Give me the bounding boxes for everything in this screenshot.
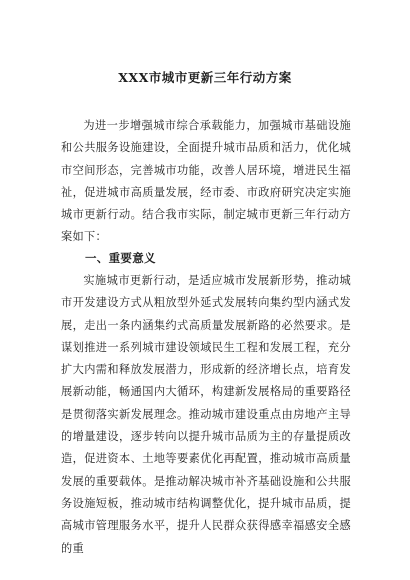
section-paragraph: 实施城市更新行动，是适应城市发展新形势，推动城市开发建设方式从粗放型外延式发展转向集约型内涵式发展，走出一条内涵集约式高质量发展新路的必然要求。是谋划推进一系列城市建设领域民生工程和发展工程，充分扩大内需和释放发展潜力，形成新的经济增长点，培育发展新动能，畅通国内大循环，构建新发展格局的重要路径是贯彻落实新发展理念。推动城市建设重点由房地产主导的增量建设，逐步转向以提升城市品质为主的存量提质改造，促进资本、土地等要素优化再配置，推动城市高质量发展的重要载体。是推动解决城市补齐基础设施和公共服务设施短板，推动城市结构调整优化，提升城市品质，提高城市管理服务水平，提升人民群众获得感幸福感安全感的重 xyxy=(61,274,351,555)
intro-paragraph: 为进一步增强城市综合承载能力，加强城市基础设施和公共服务设施建设，全面提升城市品质和活力，优化城市空间形态，完善城市功能，改善人居环境，增进民生福祉，促进城市高质量发展，经市委、市政府研究决定实施城市更新行动。结合我市实际，制定城市更新三年行动方案如下： xyxy=(61,119,351,244)
section-heading: 一、重要意义 xyxy=(85,251,156,265)
document-title: XXX市城市更新三年行动方案 xyxy=(118,70,292,85)
